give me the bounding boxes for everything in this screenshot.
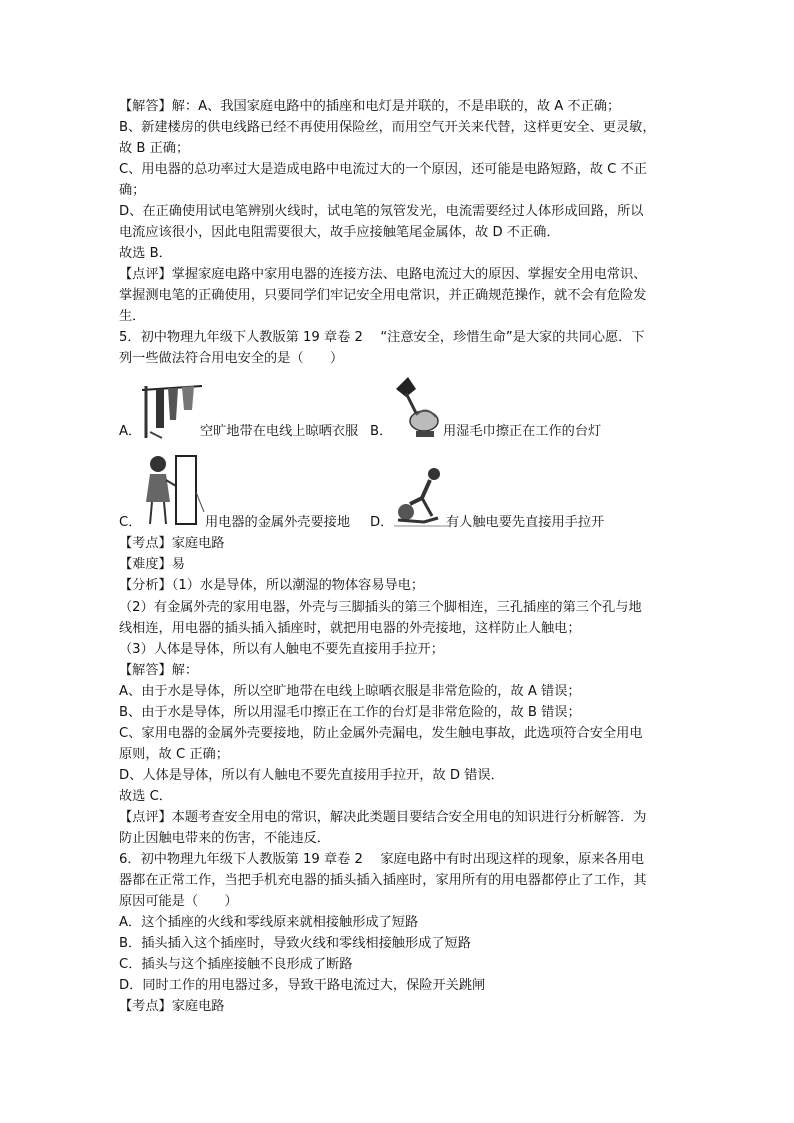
question-6-option-c: C．插头与这个插座接触不良形成了断路 [119,957,353,972]
text-line: A、由于水是导体，所以空旷地带在电线上晾晒衣服是非常危险的，故 A 错误； [119,684,581,699]
text-line: 生． [119,309,146,324]
question-6-line: 原因可能是（ ） [119,894,238,909]
question-6-option-b: B．插头插入这个插座时，导致火线和零线相接触形成了短路 [119,936,471,951]
option-b-image [390,375,442,441]
text-line: C、用电器的总功率过大是造成电路中电流过大的一个原因，还可能是电路短路，故 C 不正 [119,162,647,177]
text-line: B、由于水是导体，所以用湿毛巾擦正在工作的台灯是非常危险的，故 B 错误； [119,705,581,720]
option-b-text: 用湿毛巾擦正在工作的台灯 [443,424,602,439]
text-line: 故选 B． [119,246,172,261]
text-line: 故选 C． [119,789,172,804]
text-line: 【解答】解：A、我国家庭电路中的插座和电灯是并联的，不是串联的，故 A 不正确； [119,99,621,114]
text-line: （3）人体是导体，所以有人触电不要先直接用手拉开； [119,642,444,657]
text-line: D、在正确使用试电笔辨别火线时，试电笔的氖管发光，电流需要经过人体形成回路，所以 [119,204,644,219]
text-line: 【分析】（1）水是导体，所以潮湿的物体容易导电； [119,578,425,593]
option-a-image [142,380,202,440]
text-line: 故 B 正确； [119,141,190,156]
option-c-letter: C． [119,515,142,530]
text-line: 【考点】家庭电路 [119,536,225,551]
question-6-line: 器都在正常工作，当把手机充电器的插头插入插座时，家用所有的用电器都停止了工作，其 [119,873,647,888]
question-5-line: 5．初中物理九年级下人教版第 19 章卷 2 “注意安全，珍惜生命”是大家的共同心愿．下 [119,330,645,345]
text-line: 掌握测电笔的正确使用，只要同学们牢记安全用电常识，并正确规范操作，就不会有危险发 [119,288,647,303]
text-line: 确； [119,183,146,198]
option-d-text: 有人触电要先直接用手拉开 [446,515,605,530]
text-line: （2）有金属外壳的家用电器，外壳与三脚插头的第三个脚相连，三孔插座的第三个孔与地 [119,600,642,615]
question-6-option-a: A．这个插座的火线和零线原来就相接触形成了短路 [119,915,419,930]
option-a-text: 空旷地带在电线上晾晒衣服 [200,424,359,439]
text-line: B、新建楼房的供电线路已经不再使用保险丝，而用空气开关来代替，这样更安全、更灵敏， [119,120,656,135]
question-6-option-d: D．同时工作的用电器过多，导致干路电流过大，保险开关跳闸 [119,978,486,993]
text-line: 电流应该很小，因此电阻需要很大，故手应接触笔尾金属体，故 D 不正确． [119,225,560,240]
text-line: 线相连，用电器的插头插入插座时，就把用电器的外壳接地，这样防止人触电； [119,621,581,636]
text-line: C、家用电器的金属外壳要接地，防止金属外壳漏电，发生触电事故，此选项符合安全用电 [119,726,643,741]
option-b-letter: B． [370,424,393,439]
text-line: D、人体是导体，所以有人触电不要先直接用手拉开，故 D 错误． [119,768,504,783]
text-line: 【点评】本题考查安全用电的常识，解决此类题目要结合安全用电的知识进行分析解答．为 [119,810,647,825]
question-6-line: 6．初中物理九年级下人教版第 19 章卷 2 家庭电路中有时出现这样的现象，原来各用电 [119,852,645,867]
option-c-image [140,452,206,528]
text-line: 【考点】家庭电路 [119,999,225,1014]
option-d-image [394,464,450,528]
text-line: 【解答】解： [119,663,199,678]
option-c-text: 用电器的金属外壳要接地 [205,515,351,530]
text-line: 防止因触电带来的伤害，不能违反． [119,831,330,846]
text-line: 【点评】掌握家庭电路中家用电器的连接方法、电路电流过大的原因、掌握安全用电常识、 [119,267,647,282]
text-line: 【难度】易 [119,557,185,572]
text-line: 原则，故 C 正确； [119,747,229,762]
option-a-letter: A． [119,424,142,439]
question-5-line: 列一些做法符合用电安全的是（ ） [119,351,344,366]
option-d-letter: D． [370,515,394,530]
